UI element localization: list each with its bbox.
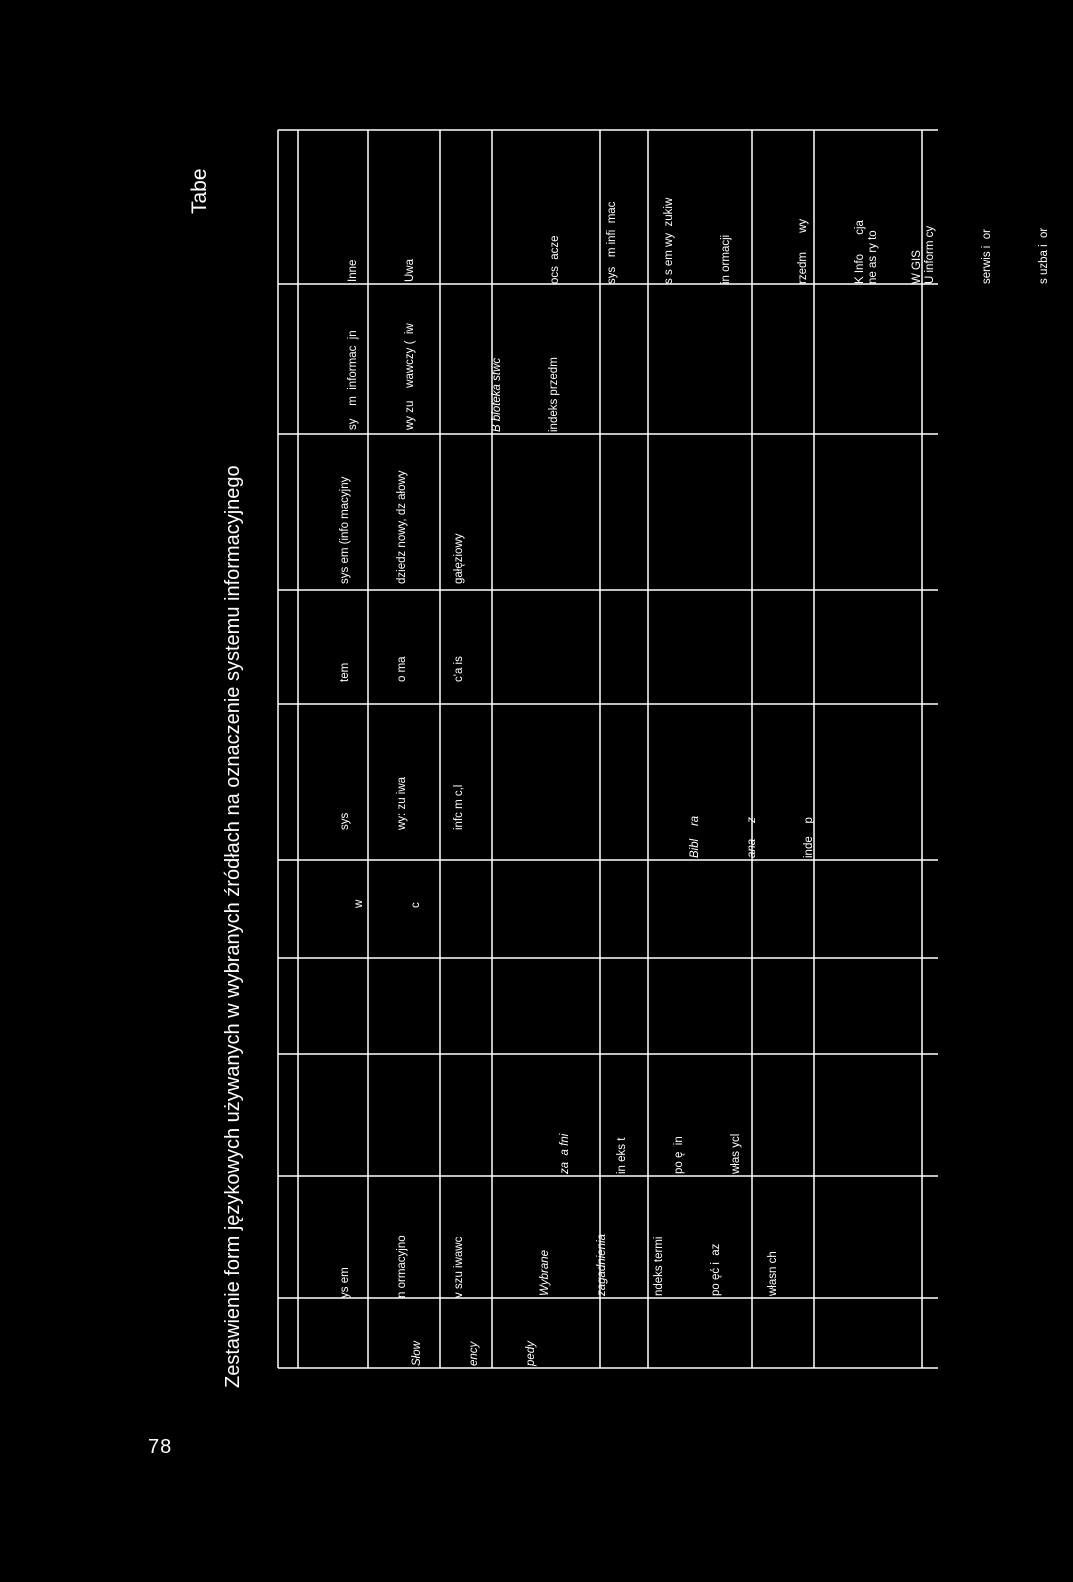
row3-col8-line: in ormacji bbox=[720, 234, 732, 284]
header-col1 bbox=[298, 1235, 488, 1298]
row3-col8-line: ocs acze bbox=[549, 235, 561, 284]
row3-col8-cell bbox=[508, 198, 755, 284]
row2-col4-line: inde p bbox=[803, 817, 815, 858]
header-col1-line: v szu iwawc bbox=[453, 1236, 465, 1298]
row3-col2-line: in eks t bbox=[616, 1137, 628, 1174]
header-col4-line: sys bbox=[339, 812, 351, 830]
page-number: 78 bbox=[148, 1436, 173, 1458]
header-col6-line: gałęziowy bbox=[453, 533, 465, 584]
row3-col1-line: Wybrane bbox=[539, 1249, 551, 1296]
header-col8-line: Uwa bbox=[404, 258, 416, 282]
row2-col7-line: indeks przedm bbox=[548, 357, 560, 432]
header-col7 bbox=[306, 323, 439, 430]
row2-col4-cell bbox=[648, 816, 838, 858]
row4-col8-line: rzedm wy bbox=[797, 218, 809, 284]
header-col7-line: sy m informac jn bbox=[347, 330, 359, 430]
row2-col7-line: B bloteka stwc bbox=[491, 357, 503, 432]
row2-col4-line: ana z bbox=[746, 817, 758, 858]
header-col5-line: tem bbox=[339, 662, 351, 682]
header-col3-line: c bbox=[410, 902, 422, 908]
header-col1-line: n ormacyjno bbox=[396, 1235, 408, 1298]
row3-col1-line: własn ch bbox=[767, 1251, 779, 1296]
header-col8 bbox=[306, 259, 439, 282]
row3-col1-line: po ęć i az bbox=[710, 1243, 722, 1296]
row3-col1-cell bbox=[498, 1234, 802, 1296]
row1-label-line: ency bbox=[468, 1341, 480, 1366]
row2-col4-line: Bibl ra bbox=[689, 815, 701, 858]
row1-label-line: Słow bbox=[411, 1341, 423, 1366]
row5-col8-line: s uzba i or bbox=[1038, 227, 1050, 284]
row3-col2-line: po ę in bbox=[673, 1136, 685, 1174]
row5-col8-line: U inform cy bbox=[924, 225, 936, 284]
row3-col8-line: s s em wy zukiw bbox=[663, 197, 675, 284]
header-col6-line: dziedz nowy, dz ałowy bbox=[396, 470, 408, 584]
row1-label bbox=[370, 1341, 560, 1366]
row3-col8-line: sys m infi mac bbox=[606, 201, 618, 284]
row3-col1-line: ndeks termi bbox=[653, 1236, 665, 1296]
header-col8-line: Inne bbox=[347, 259, 359, 282]
row2-col7-cell bbox=[450, 357, 583, 432]
row5-col8-line: serwis i or bbox=[981, 229, 993, 284]
header-col1-line: ys em bbox=[339, 1267, 351, 1298]
row3-col1-line: zagadnienia bbox=[596, 1233, 608, 1296]
row5-col8-cell bbox=[826, 226, 1073, 284]
row3-col2-line: za a fni bbox=[559, 1133, 571, 1174]
header-col5-line: c'a is bbox=[453, 656, 465, 682]
header-col3 bbox=[312, 900, 445, 908]
header-col4-line: wy: zu iwa bbox=[396, 776, 408, 830]
header-col3-line: w bbox=[353, 899, 365, 908]
row1-label-line: pedy bbox=[525, 1341, 537, 1366]
header-col6 bbox=[298, 470, 488, 584]
header-col4-line: infc m c,l bbox=[453, 784, 465, 830]
table-label: Tabe bbox=[188, 168, 211, 214]
header-col5 bbox=[298, 656, 488, 682]
row3-col2-cell bbox=[518, 1134, 765, 1174]
row5-col8-line: ne as ry to bbox=[867, 230, 879, 284]
row4-col8-line: W GIS bbox=[911, 250, 923, 284]
row4-col8-line: K Info cja bbox=[854, 220, 866, 284]
header-col5-line: o ma bbox=[396, 656, 408, 682]
table-title: Zestawienie form językowych używanych w wybranych źródłach na oznaczenie systemu informacyjnego bbox=[222, 465, 244, 1388]
header-col7-line: wy zu wawczy ( iw bbox=[404, 323, 416, 430]
header-col6-line: sys em (info macyjny bbox=[339, 476, 351, 584]
row3-col2-line: włas ycl bbox=[730, 1133, 742, 1174]
header-col4 bbox=[298, 777, 488, 830]
